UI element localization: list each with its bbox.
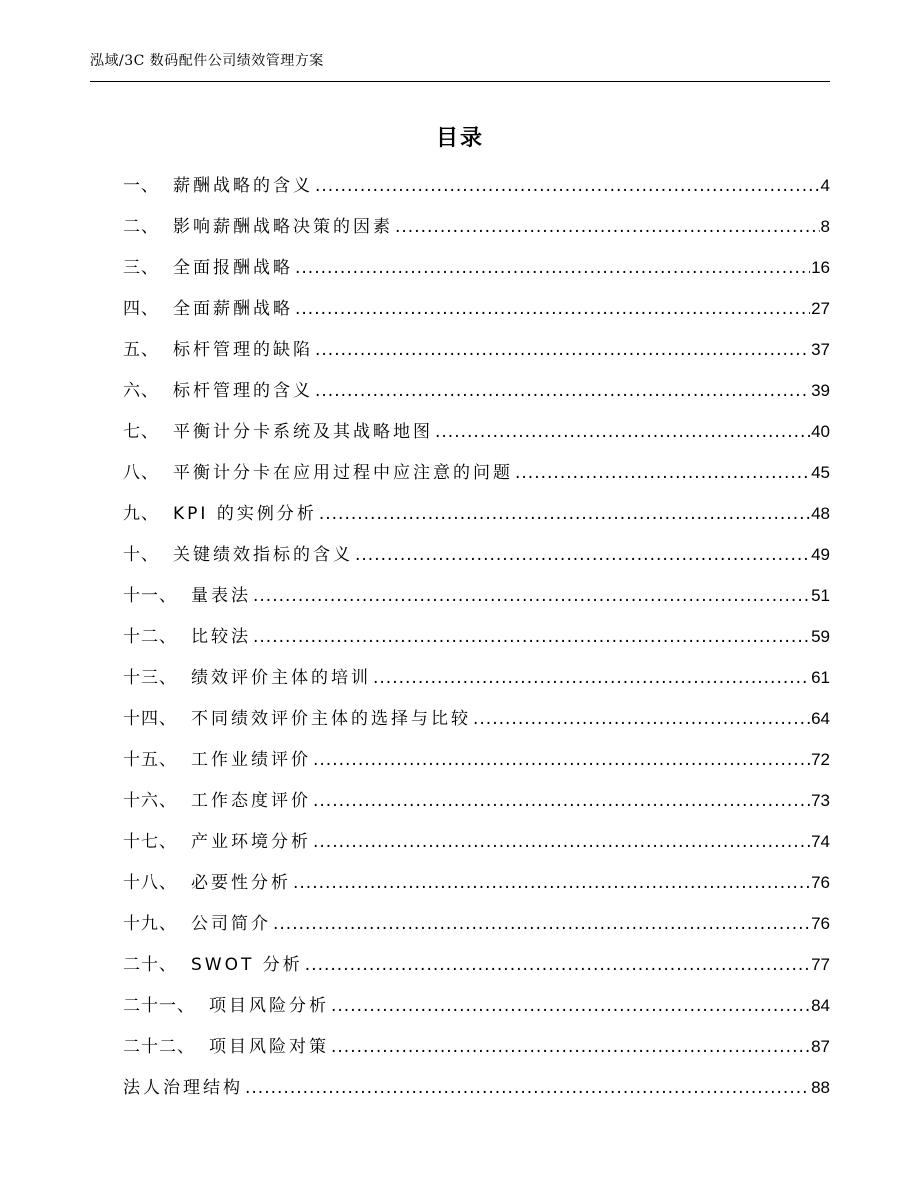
toc-entry-label: 法人治理结构 [123,1078,243,1098]
toc-entry-page: 45 [811,463,830,482]
toc-entry[interactable] [123,294,830,335]
toc-entry[interactable] [123,663,830,704]
toc-dot-leader [319,499,810,529]
toc-entry-page: 88 [811,1078,830,1097]
toc-entry[interactable] [123,417,830,458]
toc-entry[interactable] [123,212,830,253]
toc-entry-label: 量表法 [191,586,251,606]
toc-dot-leader [313,786,810,816]
toc-entry-number: 二十二、 [123,1037,195,1057]
toc-entry-page: 76 [811,914,830,933]
running-header: 泓域/3C 数码配件公司绩效管理方案 [90,53,324,69]
toc-entry[interactable] [123,253,830,294]
toc-entry-number: 十九、 [123,914,177,934]
toc-entry-number: 七、 [123,422,159,442]
toc-entry[interactable] [123,1032,830,1073]
toc-entry-label: 项目风险分析 [209,996,329,1016]
toc-entry-number: 十七、 [123,832,177,852]
toc-entry-number: 二十一、 [123,996,195,1016]
toc-dot-leader [373,663,810,693]
toc-entry-label: 全面薪酬战略 [173,299,293,319]
toc-entry[interactable] [123,704,830,745]
toc-entry-page: 77 [811,955,830,974]
toc-entry-number: 六、 [123,381,159,401]
toc-entry-number: 十一、 [123,586,177,606]
toc-entry-number: 十六、 [123,791,177,811]
toc-dot-leader [245,1073,810,1103]
toc-entry-number: 十八、 [123,873,177,893]
toc-entry-number: 四、 [123,299,159,319]
toc-dot-leader [293,868,810,898]
toc-dot-leader [313,745,810,775]
toc-dot-leader [331,991,810,1021]
toc-entry[interactable] [123,827,830,868]
toc-entry[interactable] [123,868,830,909]
toc-entry-label: 不同绩效评价主体的选择与比较 [191,709,471,729]
toc-entry-page: 8 [820,217,830,236]
toc-entry-page: 51 [811,586,830,605]
toc-entry-page: 72 [811,750,830,769]
toc-entry-label: 工作态度评价 [191,791,311,811]
toc-entry-label: SWOT 分析 [191,955,303,975]
toc-dot-leader [515,458,810,488]
toc-dot-leader [435,417,810,447]
toc-entry-number: 二十、 [123,955,177,975]
toc-entry-page: 61 [811,668,830,687]
toc-entry-page: 74 [811,832,830,851]
toc-entry-label: 平衡计分卡系统及其战略地图 [173,422,433,442]
toc-entry-label: 薪酬战略的含义 [173,176,313,196]
toc-entry-number: 十五、 [123,750,177,770]
toc-entry-label: 项目风险对策 [209,1037,329,1057]
toc-entry-label: 公司简介 [191,914,271,934]
toc-dot-leader [315,171,820,201]
toc-dot-leader [313,827,810,857]
toc-entry[interactable] [123,909,830,950]
toc-entry-number: 三、 [123,258,159,278]
toc-dot-leader [273,909,810,939]
toc-entry-page: 48 [811,504,830,523]
toc-entry-label: 标杆管理的含义 [173,381,313,401]
toc-entry[interactable] [123,991,830,1032]
toc-dot-leader [295,294,810,324]
toc-entry-page: 39 [811,381,830,400]
toc-entry-page: 64 [811,709,830,728]
toc-entry[interactable] [123,540,830,581]
toc-entry-number: 五、 [123,340,159,360]
toc-entry-label: 平衡计分卡在应用过程中应注意的问题 [173,463,513,483]
toc-dot-leader [331,1032,810,1062]
toc-entry[interactable] [123,581,830,622]
toc-entry-label: 影响薪酬战略决策的因素 [173,217,393,237]
toc-entry-number: 十四、 [123,709,177,729]
toc-entry[interactable] [123,1073,830,1114]
toc-dot-leader [295,253,810,283]
toc-entry-page: 59 [811,627,830,646]
toc-entry-label: 绩效评价主体的培训 [191,668,371,688]
toc-entry-label: 关键绩效指标的含义 [173,545,353,565]
toc-entry[interactable] [123,622,830,663]
toc-entry-number: 二、 [123,217,159,237]
toc-entry-number: 九、 [123,504,159,524]
toc-dot-leader [315,335,810,365]
toc-dot-leader [473,704,810,734]
toc-entry-label: KPI 的实例分析 [173,504,317,524]
toc-entry-label: 标杆管理的缺陷 [173,340,313,360]
toc-entry-number: 十二、 [123,627,177,647]
toc-entry-page: 84 [811,996,830,1015]
toc-dot-leader [305,950,810,980]
toc-entry-number: 十、 [123,545,159,565]
toc-entry-label: 必要性分析 [191,873,291,893]
toc-entry-number: 一、 [123,176,159,196]
toc-entry-number: 八、 [123,463,159,483]
toc-entry-page: 40 [811,422,830,441]
toc-entry[interactable] [123,786,830,827]
toc-dot-leader [395,212,820,242]
toc-entry-page: 76 [811,873,830,892]
toc-dot-leader [253,581,810,611]
toc-entry[interactable] [123,745,830,786]
toc-entry[interactable] [123,458,830,499]
toc-entry[interactable] [123,335,830,376]
toc-entry-page: 37 [811,340,830,359]
table-of-contents [123,171,830,1114]
toc-title: 目录 [435,126,484,151]
toc-entry[interactable] [123,950,830,991]
toc-entry-page: 73 [811,791,830,810]
toc-entry-label: 全面报酬战略 [173,258,293,278]
toc-entry-page: 16 [811,258,830,277]
toc-entry-label: 产业环境分析 [191,832,311,852]
toc-dot-leader [355,540,810,570]
toc-entry[interactable] [123,171,830,212]
toc-entry-page: 49 [811,545,830,564]
toc-entry-label: 工作业绩评价 [191,750,311,770]
toc-entry-page: 4 [820,176,830,195]
toc-dot-leader [253,622,810,652]
toc-entry[interactable] [123,376,830,417]
toc-entry-page: 27 [811,299,830,318]
header-divider [90,81,830,82]
toc-entry-page: 87 [811,1037,830,1056]
toc-entry[interactable] [123,499,830,540]
toc-entry-number: 十三、 [123,668,177,688]
toc-dot-leader [315,376,810,406]
toc-entry-label: 比较法 [191,627,251,647]
